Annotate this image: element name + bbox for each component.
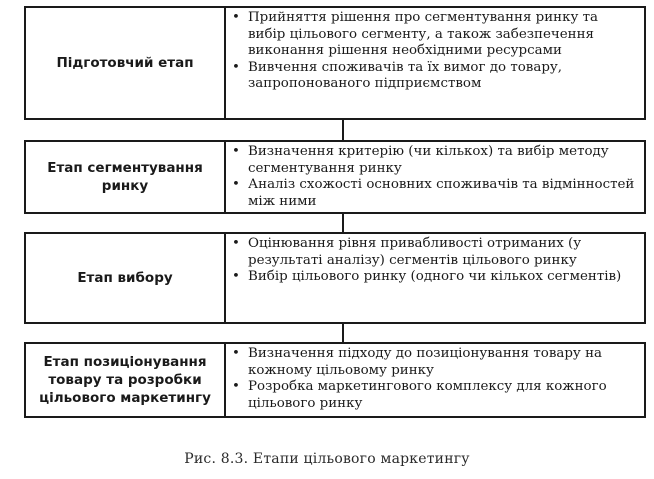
list-item: • Визначення критерію (чи кількох) та вибір методу сегментування ринку	[232, 144, 609, 176]
list-item: • Аналіз схожості основних споживачів та відмінностей між ними	[232, 177, 635, 209]
list-item: • Розробка маркетингового комплексу для кожного цільового ринку	[232, 379, 607, 411]
bullet-icon: •	[232, 236, 240, 251]
bullet-icon: •	[232, 177, 240, 192]
stage-items	[226, 8, 644, 118]
list-item: • Визначення підходу до позиціонування товару на кожному цільовому ринку	[232, 346, 602, 378]
stage-label: Етап позиціонування товару та розробки цільового маркетингу	[26, 344, 226, 416]
list-item: • Оцінювання рівня привабливості отриманих (у результаті аналізу) сегментів цільового ринку	[232, 236, 582, 268]
stage-label: Етап сегментування ринку	[26, 142, 226, 212]
stage-items	[226, 344, 644, 416]
stage-box-segmentation	[24, 140, 646, 214]
stage-label: Етап вибору	[26, 234, 226, 322]
list-item: • Вивчення споживачів та їх вимог до товару, запропонованого підприємством	[232, 59, 563, 91]
list-item: • Вибір цільового ринку (одного чи кількох сегментів)	[232, 269, 622, 284]
list-item: • Прийняття рішення про сегментування ринку та вибір цільового сегменту, а також забезпечення виконання рішення необхідними ресурсами	[232, 10, 598, 58]
stage-box-selection	[24, 232, 646, 324]
stage-box-positioning	[24, 342, 646, 418]
bullet-icon: •	[232, 10, 240, 25]
bullet-icon: •	[232, 269, 240, 284]
bullet-icon: •	[232, 144, 240, 159]
figure-caption: Рис. 8.3. Етапи цільового маркетингу	[184, 451, 470, 467]
connector-line	[342, 120, 344, 140]
bullet-icon: •	[232, 379, 240, 394]
bullet-icon: •	[232, 346, 240, 361]
connector-line	[342, 324, 344, 342]
connector-line	[342, 214, 344, 232]
bullet-icon: •	[232, 59, 240, 75]
stage-box-preparatory	[24, 6, 646, 120]
stage-label: Підготовчий етап	[26, 8, 226, 118]
stage-items	[226, 234, 644, 322]
stage-items	[226, 142, 644, 212]
